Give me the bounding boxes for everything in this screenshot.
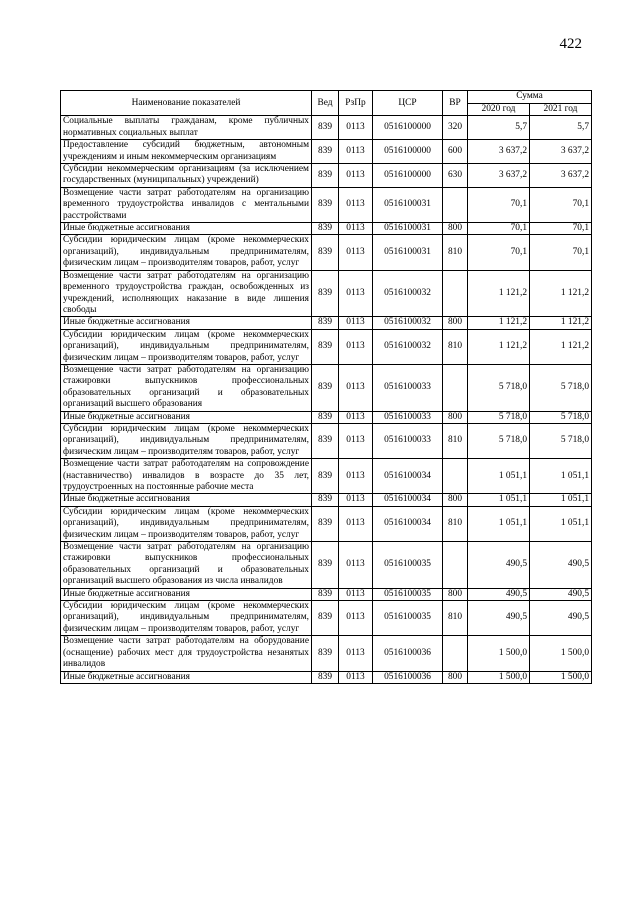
page-number: 422: [559, 36, 582, 52]
cell-name: Субсидии юридическим лицам (кроме некоммерческих организаций), индивидуальным предпринимателям, физическим лицам – производителям товаров, работ, услуг: [61, 235, 312, 270]
cell-name: Возмещение части затрат работодателям на организацию временного трудоустройства граждан, освобожденных из учреждений, исполняющих наказание в виде лишения свободы: [61, 270, 312, 317]
cell-amount-2020: 490,5: [468, 588, 530, 600]
cell-vr: 810: [443, 235, 468, 270]
cell-amount-2021: 70,1: [530, 223, 592, 235]
cell-csr: 0516100034: [373, 494, 443, 506]
header-vr: ВР: [443, 91, 468, 116]
cell-rzpr: 0113: [339, 601, 373, 636]
cell-amount-2021: 1 051,1: [530, 506, 592, 541]
cell-ved: 839: [312, 270, 339, 317]
cell-amount-2020: 5 718,0: [468, 364, 530, 411]
cell-csr: 0516100036: [373, 636, 443, 671]
table-body: [61, 116, 592, 684]
cell-vr: 800: [443, 671, 468, 683]
cell-amount-2021: 3 637,2: [530, 164, 592, 188]
table-row: [61, 459, 592, 494]
cell-name: Субсидии юридическим лицам (кроме некоммерческих организаций), индивидуальным предпринимателям, физическим лицам – производителям товаров, работ, услуг: [61, 329, 312, 364]
cell-amount-2021: 1 500,0: [530, 636, 592, 671]
cell-amount-2021: 490,5: [530, 601, 592, 636]
budget-table: [60, 90, 592, 684]
cell-amount-2020: 1 051,1: [468, 506, 530, 541]
cell-vr: 810: [443, 329, 468, 364]
cell-name: Возмещение части затрат работодателям на организацию стажировки выпускников профессиональных образовательных организаций и образовательных организаций высшего образования: [61, 364, 312, 411]
cell-vr: [443, 636, 468, 671]
cell-amount-2020: 5,7: [468, 116, 530, 140]
header-ved: Вед: [312, 91, 339, 116]
cell-csr: 0516100000: [373, 140, 443, 164]
cell-ved: 839: [312, 601, 339, 636]
cell-ved: 839: [312, 235, 339, 270]
cell-amount-2020: 490,5: [468, 601, 530, 636]
cell-vr: [443, 542, 468, 589]
cell-amount-2020: 1 121,2: [468, 329, 530, 364]
cell-vr: [443, 187, 468, 222]
header-name: Наименование показателей: [61, 91, 312, 116]
cell-ved: 839: [312, 364, 339, 411]
cell-vr: 810: [443, 506, 468, 541]
cell-ved: 839: [312, 636, 339, 671]
cell-name: Иные бюджетные ассигнования: [61, 223, 312, 235]
cell-name: Субсидии юридическим лицам (кроме некоммерческих организаций), индивидуальным предпринимателям, физическим лицам – производителям товаров, работ, услуг: [61, 423, 312, 458]
cell-vr: 320: [443, 116, 468, 140]
cell-rzpr: 0113: [339, 270, 373, 317]
cell-csr: 0516100033: [373, 423, 443, 458]
header-year-2021: 2021 год: [530, 104, 592, 116]
cell-rzpr: 0113: [339, 235, 373, 270]
cell-amount-2021: 5,7: [530, 116, 592, 140]
cell-name: Возмещение части затрат работодателям на сопровождение (наставничество) инвалидов в возрасте до 35 лет, трудоустроенных на постоянные рабочие места: [61, 459, 312, 494]
cell-name: Иные бюджетные ассигнования: [61, 494, 312, 506]
table-row: [61, 506, 592, 541]
cell-csr: 0516100035: [373, 601, 443, 636]
cell-ved: 839: [312, 140, 339, 164]
cell-csr: 0516100031: [373, 235, 443, 270]
cell-csr: 0516100035: [373, 542, 443, 589]
cell-rzpr: 0113: [339, 317, 373, 329]
cell-vr: 810: [443, 601, 468, 636]
cell-vr: 810: [443, 423, 468, 458]
cell-rzpr: 0113: [339, 187, 373, 222]
cell-ved: 839: [312, 459, 339, 494]
cell-csr: 0516100036: [373, 671, 443, 683]
header-rzpr: РзПр: [339, 91, 373, 116]
header-csr: ЦСР: [373, 91, 443, 116]
cell-rzpr: 0113: [339, 364, 373, 411]
table-row: [61, 588, 592, 600]
cell-ved: 839: [312, 223, 339, 235]
cell-amount-2021: 1 121,2: [530, 270, 592, 317]
cell-name: Субсидии некоммерческим организациям (за исключением государственных (муниципальных) учреждений): [61, 164, 312, 188]
table-row: [61, 140, 592, 164]
cell-amount-2020: 1 051,1: [468, 459, 530, 494]
cell-ved: 839: [312, 411, 339, 423]
cell-amount-2020: 5 718,0: [468, 423, 530, 458]
cell-amount-2020: 1 121,2: [468, 270, 530, 317]
cell-amount-2021: 1 500,0: [530, 671, 592, 683]
cell-amount-2021: 5 718,0: [530, 411, 592, 423]
cell-ved: 839: [312, 187, 339, 222]
cell-vr: 600: [443, 140, 468, 164]
cell-ved: 839: [312, 542, 339, 589]
cell-amount-2020: 3 637,2: [468, 164, 530, 188]
cell-name: Субсидии юридическим лицам (кроме некоммерческих организаций), индивидуальным предпринимателям, физическим лицам – производителям товаров, работ, услуг: [61, 506, 312, 541]
table-row: [61, 411, 592, 423]
cell-amount-2021: 490,5: [530, 542, 592, 589]
cell-amount-2020: 70,1: [468, 235, 530, 270]
cell-name: Иные бюджетные ассигнования: [61, 317, 312, 329]
table-row: [61, 636, 592, 671]
cell-amount-2020: 490,5: [468, 542, 530, 589]
cell-amount-2021: 1 051,1: [530, 494, 592, 506]
cell-amount-2021: 1 121,2: [530, 317, 592, 329]
cell-vr: 630: [443, 164, 468, 188]
cell-ved: 839: [312, 423, 339, 458]
cell-rzpr: 0113: [339, 588, 373, 600]
cell-csr: 0516100035: [373, 588, 443, 600]
cell-ved: 839: [312, 506, 339, 541]
table-row: [61, 542, 592, 589]
table-row: [61, 601, 592, 636]
table-row: [61, 494, 592, 506]
cell-rzpr: 0113: [339, 223, 373, 235]
cell-csr: 0516100032: [373, 317, 443, 329]
cell-amount-2020: 1 121,2: [468, 317, 530, 329]
cell-rzpr: 0113: [339, 542, 373, 589]
cell-amount-2020: 1 500,0: [468, 636, 530, 671]
cell-name: Предоставление субсидий бюджетным, автономным учреждениям и иным некоммерческим организациям: [61, 140, 312, 164]
cell-csr: 0516100032: [373, 329, 443, 364]
header-year-2020: 2020 год: [468, 104, 530, 116]
cell-rzpr: 0113: [339, 671, 373, 683]
cell-ved: 839: [312, 588, 339, 600]
cell-amount-2021: 5 718,0: [530, 423, 592, 458]
cell-vr: [443, 459, 468, 494]
table-header: [61, 91, 592, 116]
cell-ved: 839: [312, 671, 339, 683]
cell-csr: 0516100031: [373, 223, 443, 235]
table-row: [61, 317, 592, 329]
cell-vr: 800: [443, 588, 468, 600]
cell-vr: 800: [443, 223, 468, 235]
cell-name: Социальные выплаты гражданам, кроме публичных нормативных социальных выплат: [61, 116, 312, 140]
cell-vr: [443, 364, 468, 411]
header-sum: Сумма: [468, 91, 592, 104]
cell-vr: 800: [443, 411, 468, 423]
cell-amount-2020: 1 051,1: [468, 494, 530, 506]
cell-amount-2021: 1 121,2: [530, 329, 592, 364]
cell-amount-2020: 5 718,0: [468, 411, 530, 423]
cell-ved: 839: [312, 116, 339, 140]
cell-amount-2021: 5 718,0: [530, 364, 592, 411]
cell-amount-2021: 1 051,1: [530, 459, 592, 494]
table-row: [61, 423, 592, 458]
table-row: [61, 364, 592, 411]
table-row: [61, 329, 592, 364]
cell-rzpr: 0113: [339, 459, 373, 494]
cell-amount-2021: 70,1: [530, 235, 592, 270]
cell-rzpr: 0113: [339, 423, 373, 458]
cell-rzpr: 0113: [339, 329, 373, 364]
cell-name: Иные бюджетные ассигнования: [61, 671, 312, 683]
cell-ved: 839: [312, 494, 339, 506]
cell-ved: 839: [312, 317, 339, 329]
cell-rzpr: 0113: [339, 636, 373, 671]
cell-ved: 839: [312, 329, 339, 364]
cell-vr: 800: [443, 494, 468, 506]
cell-csr: 0516100034: [373, 459, 443, 494]
cell-csr: 0516100000: [373, 116, 443, 140]
cell-csr: 0516100034: [373, 506, 443, 541]
cell-vr: 800: [443, 317, 468, 329]
cell-name: Иные бюджетные ассигнования: [61, 588, 312, 600]
cell-vr: [443, 270, 468, 317]
cell-ved: 839: [312, 164, 339, 188]
cell-amount-2021: 3 637,2: [530, 140, 592, 164]
table-row: [61, 671, 592, 683]
cell-rzpr: 0113: [339, 411, 373, 423]
table-row: [61, 116, 592, 140]
table-row: [61, 235, 592, 270]
table-row: [61, 270, 592, 317]
cell-rzpr: 0113: [339, 140, 373, 164]
cell-csr: 0516100033: [373, 411, 443, 423]
cell-csr: 0516100032: [373, 270, 443, 317]
cell-name: Возмещение части затрат работодателям на организацию стажировки выпускников профессиональных образовательных организаций и образовательных организаций высшего образования из числа инвалидов: [61, 542, 312, 589]
cell-name: Иные бюджетные ассигнования: [61, 411, 312, 423]
cell-csr: 0516100033: [373, 364, 443, 411]
cell-amount-2020: 70,1: [468, 223, 530, 235]
cell-name: Возмещение части затрат работодателям на оборудование (оснащение) рабочих мест для трудоустройства незанятых инвалидов: [61, 636, 312, 671]
cell-name: Возмещение части затрат работодателям на организацию временного трудоустройства инвалидов с ментальными расстройствами: [61, 187, 312, 222]
cell-rzpr: 0113: [339, 116, 373, 140]
cell-rzpr: 0113: [339, 164, 373, 188]
cell-amount-2021: 70,1: [530, 187, 592, 222]
cell-rzpr: 0113: [339, 506, 373, 541]
cell-amount-2020: 1 500,0: [468, 671, 530, 683]
cell-amount-2020: 70,1: [468, 187, 530, 222]
table-row: [61, 164, 592, 188]
table-row: [61, 223, 592, 235]
cell-name: Субсидии юридическим лицам (кроме некоммерческих организаций), индивидуальным предпринимателям, физическим лицам – производителям товаров, работ, услуг: [61, 601, 312, 636]
cell-csr: 0516100031: [373, 187, 443, 222]
cell-amount-2020: 3 637,2: [468, 140, 530, 164]
cell-amount-2021: 490,5: [530, 588, 592, 600]
cell-csr: 0516100000: [373, 164, 443, 188]
table-row: [61, 187, 592, 222]
cell-rzpr: 0113: [339, 494, 373, 506]
